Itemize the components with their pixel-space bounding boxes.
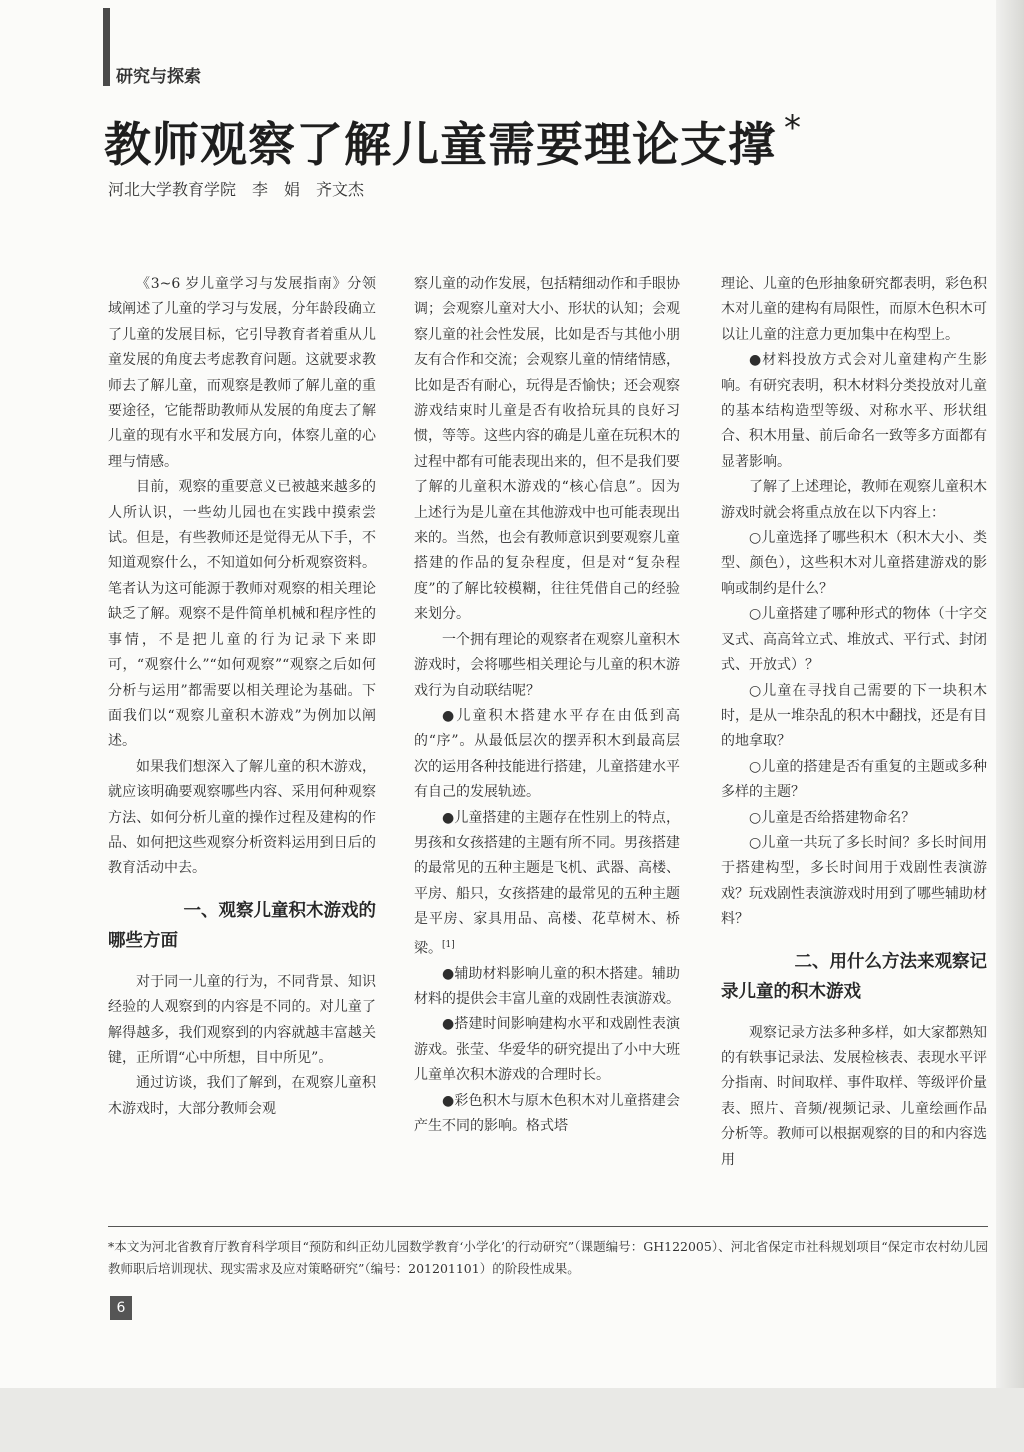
article-authors: 河北大学教育学院 李 娟 齐文杰 — [108, 180, 365, 199]
paragraph: 通过访谈，我们了解到，在观察儿童积木游戏时，大部分教师会观 — [108, 1075, 376, 1117]
column-3 — [721, 272, 987, 1173]
column-2 — [414, 272, 680, 1139]
paragraph: 察儿童的动作发展，包括精细动作和手眼协调；会观察儿童对大小、形状的认知；会观察儿童的社会性发展，比如是否与其他小朋友有合作和交流；会观察儿童的情绪情感，比如是否有耐心，玩得是否愉快；还会观察游戏结束时儿童是否有收拾玩具的良好习惯，等等。这些内容的确是儿童在玩积木的过程中都有可能表现出来的，但不是我们要了解的儿童积木游戏的“核心信息”。因为上述行为是儿童在其他游戏中也可能表现出来的。当然，也会有教师意识到要观察儿童搭建的作品的复杂程度，但是对“复杂程度”的了解比较模糊，往往凭借自己的经验来划分。 — [414, 276, 680, 623]
paragraph: 如果我们想深入了解儿童的积木游戏，就应该明确要观察哪些内容、采用何种观察方法、如何分析儿童的操作过程及建构的作品、如何把这些观察分析资料运用到日后的教育活动中去。 — [108, 758, 376, 877]
list-item: ○儿童在寻找自己需要的下一块积木时，是从一堆杂乱的积木中翻找，还是有目的地拿取？ — [721, 682, 987, 750]
paragraph: 观察记录方法多种多样，如大家都熟知的有轶事记录法、发展检核表、表现水平评分指南、时间取样、事件取样、等级评价量表、照片、音频/视频记录、儿童绘画作品分析等。教师可以根据观察的目的和内容选用 — [721, 1024, 987, 1168]
list-item: ○儿童搭建了哪种形式的物体（十字交叉式、高高耸立式、堆放式、平行式、封闭式、开放式）？ — [721, 606, 987, 674]
paragraph: 一个拥有理论的观察者在观察儿童积木游戏时，会将哪些相关理论与儿童的积木游戏行为自动联结呢？ — [414, 631, 680, 699]
bullet-paragraph: ●彩色积木与原木色积木对儿童搭建会产生不同的影响。格式塔 — [414, 1092, 680, 1135]
page-binding-shadow — [996, 0, 1024, 1452]
section-heading-2-line2: 录儿童的积木游戏 — [721, 981, 861, 1002]
section-marker-bar — [103, 8, 110, 86]
title-footnote-mark: * — [784, 108, 802, 148]
bullet-paragraph: ●材料投放方式会对儿童建构产生影响。有研究表明，积木材料分类投放对儿童的基本结构造型等级、对称水平、形状组合、积木用量、前后命名一致等多方面都有显著影响。 — [721, 352, 987, 470]
section-heading-2-line1: 二、用什么方法来观察记 — [794, 951, 987, 972]
paragraph: 了解了上述理论，教师在观察儿童积木游戏时就会将重点放在以下内容上： — [721, 479, 987, 521]
list-item: ○儿童一共玩了多长时间？多长时间用于搭建构型，多长时间用于戏剧性表演游戏？玩戏剧性表演游戏时用到了哪些辅助材料？ — [721, 834, 987, 928]
scan-bottom-margin — [0, 1388, 1024, 1452]
page-number: 6 — [110, 1296, 132, 1320]
bullet-paragraph: ●辅助材料影响儿童的积木搭建。辅助材料的提供会丰富儿童的戏剧性表演游戏。 — [414, 965, 680, 1008]
list-item: ○儿童选择了哪些积木（积木大小、类型、颜色），这些积木对儿童搭建游戏的影响或制约是什么？ — [721, 530, 987, 597]
footnote: *本文为河北省教育厅教育科学项目“预防和纠正幼儿园数学教育‘小学化’的行动研究”（课题编号：GH122005）、河北省保定市社科规划项目“保定市农村幼儿园教师职后培训现状、现实需求及应对策略研究”（编号：201201101）的阶段性成果。 — [108, 1239, 988, 1276]
reference-mark: [1] — [442, 939, 455, 950]
paragraph: 对于同一儿童的行为，不同背景、知识经验的人观察到的内容是不同的。对儿童了解得越多，我们观察到的内容就越丰富越关键，正所谓“心中所想，目中所见”。 — [108, 973, 376, 1066]
column-1 — [108, 272, 376, 1122]
list-item: ○儿童是否给搭建物命名？ — [749, 809, 916, 826]
article-title — [104, 108, 802, 175]
section-heading-1 — [108, 896, 376, 956]
section-heading-1-line1: 一、观察儿童积木游戏的 — [183, 900, 376, 921]
footnote-divider — [108, 1226, 988, 1227]
section-heading-2 — [721, 947, 987, 1007]
paragraph: 理论、儿童的色形抽象研究都表明，彩色积木对儿童的建构有局限性，而原木色积木可以让儿童的注意力更加集中在构型上。 — [721, 276, 987, 343]
section-label: 研究与探索 — [116, 67, 201, 87]
bullet-paragraph: ●儿童积木搭建水平存在由低到高的“序”。从最低层次的摆弄积木到最高层次的运用各种技能进行搭建，儿童搭建水平有自己的发展轨迹。 — [414, 707, 680, 801]
paragraph: 目前，观察的重要意义已被越来越多的人所认识，一些幼儿园也在实践中摸索尝试。但是，有些教师还是觉得无从下手，不知道观察什么，不知道如何分析观察资料。笔者认为这可能源于教师对观察的相关理论缺乏了解。观察不是件简单机械和程序性的事情，不是把儿童的行为记录下来即可，“观察什么”“如何观察”“观察之后如何分析与运用”都需要以相关理论为基础。下面我们以“观察儿童积木游戏”为例加以阐述。 — [108, 479, 376, 750]
bullet-paragraph — [414, 806, 680, 962]
list-item: ○儿童的搭建是否有重复的主题或多种多样的主题？ — [721, 758, 987, 801]
paragraph: 《3~6 岁儿童学习与发展指南》分领域阐述了儿童的学习与发展，分年龄段确立了儿童的发展目标，它引导教育者着重从儿童发展的角度去考虑教育问题。这就要求教师去了解儿童，而观察是教师了解儿童的重要途径，它能帮助教师从发展的角度去了解儿童的现有水平和发展方向，体察儿童的心理与情感。 — [108, 276, 376, 470]
bullet-text: ●儿童搭建的主题存在性别上的特点，男孩和女孩搭建的主题有所不同。男孩搭建的最常见的五种主题是飞机、武器、高楼、平房、船只，女孩搭建的最常见的五种主题是平房、家具用品、高楼、花草树木、桥梁。 — [414, 809, 680, 957]
article-title-text: 教师观察了解儿童需要理论支撑 — [104, 118, 776, 173]
section-heading-1-line2: 哪些方面 — [108, 930, 178, 951]
bullet-paragraph: ●搭建时间影响建构水平和戏剧性表演游戏。张莹、华爱华的研究提出了小中大班儿童单次积木游戏的合理时长。 — [414, 1016, 680, 1084]
